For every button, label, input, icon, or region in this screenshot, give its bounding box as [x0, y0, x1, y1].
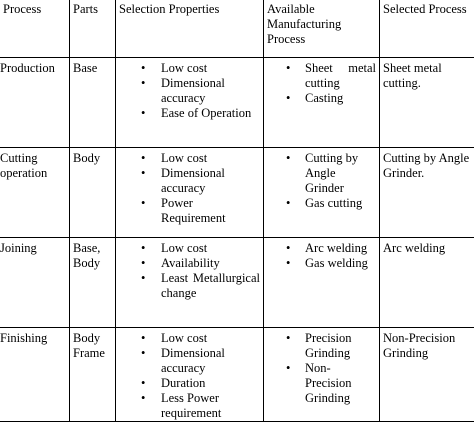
header-selected-process: Selected Process: [380, 0, 474, 58]
manufacturing-list: [267, 241, 376, 271]
list-item: • Low cost: [161, 61, 260, 76]
manufacturing-cell: [264, 328, 380, 422]
table-row: [0, 148, 474, 238]
manufacturing-list: [267, 331, 376, 406]
list-item: • Availability: [161, 256, 260, 271]
manufacturing-cell: [264, 148, 380, 238]
list-item: • Ease of Operation: [161, 106, 260, 121]
header-manufacturing-process: Available Manufacturing Process: [264, 0, 380, 58]
selected-cell: Non-Precision Grinding: [380, 328, 474, 422]
list-item: • Low cost: [161, 241, 260, 256]
list-item: • Power Requirement: [161, 196, 260, 226]
process-cell: Finishing: [0, 328, 70, 422]
properties-list: [119, 61, 260, 121]
properties-list: [119, 241, 260, 301]
manufacturing-list: [267, 151, 376, 211]
list-item: • Low cost: [161, 151, 260, 166]
parts-cell: Body: [70, 148, 116, 238]
header-selection-properties: Selection Properties: [116, 0, 264, 58]
list-item: • Dimensional accuracy: [161, 76, 260, 106]
selected-cell: Sheet metal cutting.: [380, 58, 474, 148]
list-item: • Less Power requirement: [161, 391, 260, 421]
header-parts: Parts: [70, 0, 116, 58]
list-item: • Low cost: [161, 331, 260, 346]
selected-cell: Cutting by Angle Grinder.: [380, 148, 474, 238]
header-process: Process: [0, 0, 70, 58]
properties-list: [119, 151, 260, 226]
process-cell: Cutting operation: [0, 148, 70, 238]
parts-cell: Body Frame: [70, 328, 116, 422]
list-item: • Sheet metal cutting: [305, 61, 376, 91]
properties-cell: [116, 328, 264, 422]
list-item: • Non-Precision Grinding: [305, 361, 376, 406]
properties-cell: [116, 58, 264, 148]
table-row: [0, 328, 474, 422]
manufacturing-cell: [264, 58, 380, 148]
manufacturing-cell: [264, 238, 380, 328]
selected-cell: Arc welding: [380, 238, 474, 328]
list-item: • Precision Grinding: [305, 331, 376, 361]
properties-cell: [116, 238, 264, 328]
list-item: • Casting: [305, 91, 376, 106]
properties-list: [119, 331, 260, 421]
list-item: • Least Metallurgical change: [161, 271, 260, 301]
list-item: • Duration: [161, 376, 260, 391]
list-item: • Dimensional accuracy: [161, 346, 260, 376]
list-item: • Dimensional accuracy: [161, 166, 260, 196]
properties-cell: [116, 148, 264, 238]
table-row: [0, 58, 474, 148]
parts-cell: Base, Body: [70, 238, 116, 328]
table-row: [0, 238, 474, 328]
list-item: • Gas welding: [305, 256, 376, 271]
process-cell: Production: [0, 58, 70, 148]
manufacturing-list: [267, 61, 376, 106]
header-row: [0, 0, 474, 58]
parts-cell: Base: [70, 58, 116, 148]
list-item: • Arc welding: [305, 241, 376, 256]
list-item: • Cutting by Angle Grinder: [305, 151, 376, 196]
process-cell: Joining: [0, 238, 70, 328]
list-item: • Gas cutting: [305, 196, 376, 211]
